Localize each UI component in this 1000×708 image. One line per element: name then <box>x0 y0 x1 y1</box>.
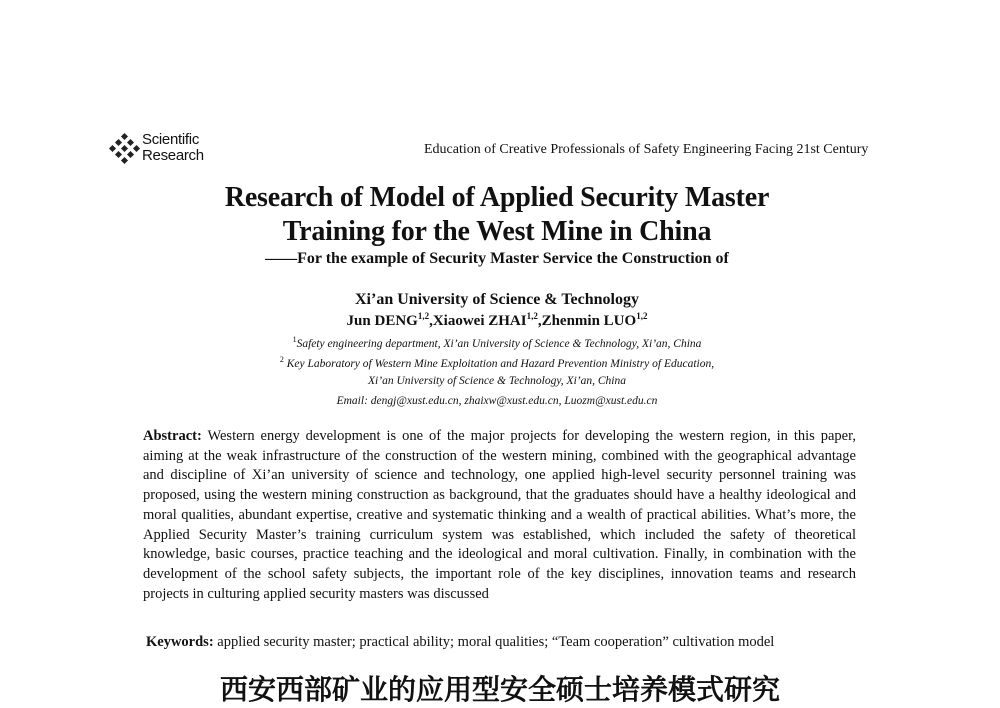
chinese-title: 西安西部矿业的应用型安全硕士培养模式研究 <box>219 673 780 706</box>
author-affiliation-mark: 1,2 <box>526 311 538 321</box>
keywords-label: Keywords: <box>146 634 214 650</box>
keywords-text: applied security master; practical ability; moral qualities; “Team cooperation” cultivation model <box>217 634 775 650</box>
logo-line2: Research <box>142 147 204 164</box>
abstract-label: Abstract: <box>143 428 202 444</box>
author-affiliation-mark: 1,2 <box>417 311 430 321</box>
email-line: Email: dengj@xust.edu.cn, zhaixw@xust.edu.cn, Luozm@xust.edu.cn <box>336 395 658 407</box>
author-name: Zhenmin LUO <box>541 313 637 329</box>
abstract-text: Western energy development is one of the major projects for developing the western region, in this paper, aiming at the weak infrastructure of the construction of the western mining, combined with the geographical advantage and discipline of Xi’an university of science and technology, one applied high-level security personnel training was proposed, using the western mining construction as background, that the graduates should have a healthy ideological and moral qualities, abundant expertise, creative and systematic thinking and a wealth of practical abilities. What’s more, the Applied Security Master’s training curriculum system was established, which included the safety of theoretical knowledge, basic courses, practice teaching and the ideological and moral cultivation. Finally, in combination with the development of the school safety subjects, the important role of the key disciplines, innovation teams and research projects in culturing applied security masters was discussed <box>143 428 856 602</box>
keywords <box>146 634 774 651</box>
running-head: Education of Creative Professionals of Safety Engineering Facing 21st Century <box>424 142 869 157</box>
address-line-1 <box>0 335 994 350</box>
logo-text <box>142 132 204 164</box>
address-line-2 <box>0 355 994 370</box>
author-name: Xiaowei ZHAI <box>432 313 527 329</box>
address-line-3: Xi’an University of Science & Technology, Xi’an, China <box>368 375 626 387</box>
paper-subtitle: ——For the example of Security Master Service the Construction of <box>265 250 729 267</box>
address-mark: 2 <box>279 355 284 364</box>
logo-line1: Scientific <box>142 131 200 148</box>
author-list: Jun DENG$^{1,2}$,Xiaowei ZHAI$^{1,2}$,Zhenmin LUO$^{1,2}$ <box>346 311 648 329</box>
main-affiliation: Xi’an University of Science & Technology <box>355 291 639 308</box>
scientific-research-logo-icon <box>108 131 142 165</box>
abstract <box>143 427 856 604</box>
author-name: Jun DENG <box>346 313 418 329</box>
author-affiliation-mark: 1,2 <box>636 311 648 321</box>
paper-title <box>0 181 994 249</box>
title-line1: Research of Model of Applied Security Master <box>224 182 770 213</box>
title-line2: Training for the West Mine in China <box>282 216 712 247</box>
address-text: Safety engineering department, Xi’an University of Science & Technology, Xi’an, China <box>296 337 702 350</box>
address-mark: 1 <box>292 335 297 344</box>
address-text: Key Laboratory of Western Mine Exploitation and Hazard Prevention Ministry of Education, <box>286 357 715 370</box>
